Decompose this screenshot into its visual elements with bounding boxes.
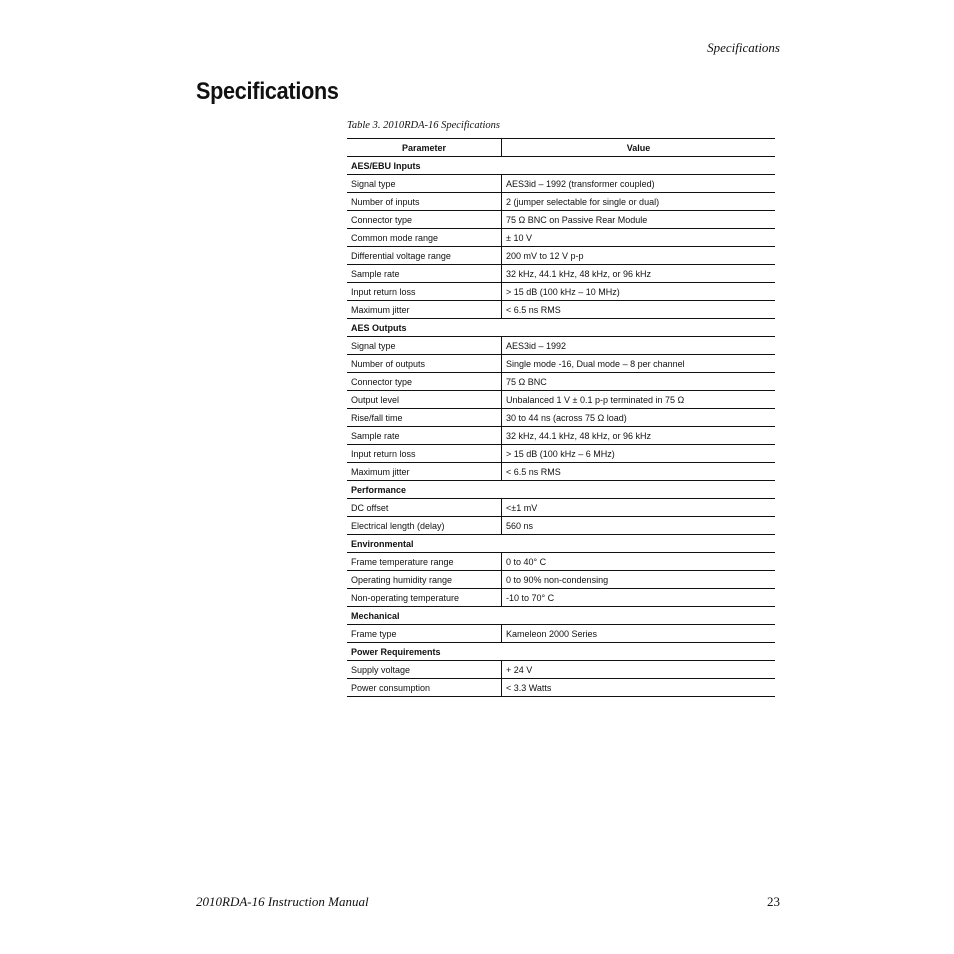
value-cell: < 6.5 ns RMS xyxy=(502,463,776,481)
table-row xyxy=(347,211,775,229)
column-header-parameter: Parameter xyxy=(347,139,502,157)
table-row xyxy=(347,247,775,265)
value-cell: 30 to 44 ns (across 75 Ω load) xyxy=(502,409,776,427)
table-row xyxy=(347,283,775,301)
parameter-cell: Frame temperature range xyxy=(347,553,502,571)
value-cell: AES3id – 1992 (transformer coupled) xyxy=(502,175,776,193)
section-title: Mechanical xyxy=(347,607,775,625)
value-cell: <±1 mV xyxy=(502,499,776,517)
parameter-cell: Rise/fall time xyxy=(347,409,502,427)
value-cell: ± 10 V xyxy=(502,229,776,247)
table-row xyxy=(347,445,775,463)
section-header-row xyxy=(347,481,775,499)
section-title: AES Outputs xyxy=(347,319,775,337)
parameter-cell: Output level xyxy=(347,391,502,409)
specifications-table xyxy=(347,138,775,697)
section-header-row xyxy=(347,157,775,175)
parameter-cell: Number of inputs xyxy=(347,193,502,211)
table-row xyxy=(347,463,775,481)
parameter-cell: Connector type xyxy=(347,373,502,391)
value-cell: > 15 dB (100 kHz – 10 MHz) xyxy=(502,283,776,301)
parameter-cell: Power consumption xyxy=(347,679,502,697)
parameter-cell: Sample rate xyxy=(347,265,502,283)
table-header-row xyxy=(347,139,775,157)
value-cell: 200 mV to 12 V p-p xyxy=(502,247,776,265)
table-row xyxy=(347,175,775,193)
value-cell: < 6.5 ns RMS xyxy=(502,301,776,319)
table-row xyxy=(347,193,775,211)
value-cell: 75 Ω BNC xyxy=(502,373,776,391)
parameter-cell: Differential voltage range xyxy=(347,247,502,265)
section-title: Performance xyxy=(347,481,775,499)
section-header-row xyxy=(347,535,775,553)
page-title: Specifications xyxy=(196,78,339,105)
table-caption: Table 3. 2010RDA-16 Specifications xyxy=(347,120,501,131)
value-cell: > 15 dB (100 kHz – 6 MHz) xyxy=(502,445,776,463)
table-row xyxy=(347,679,775,697)
parameter-cell: Signal type xyxy=(347,175,502,193)
table-row xyxy=(347,337,775,355)
parameter-cell: Supply voltage xyxy=(347,661,502,679)
value-cell: 75 Ω BNC on Passive Rear Module xyxy=(502,211,776,229)
table-row xyxy=(347,391,775,409)
parameter-cell: Maximum jitter xyxy=(347,463,502,481)
section-header-row xyxy=(347,643,775,661)
value-cell: + 24 V xyxy=(502,661,776,679)
value-cell: 0 to 40° C xyxy=(502,553,776,571)
value-cell: 2 (jumper selectable for single or dual) xyxy=(502,193,776,211)
parameter-cell: Maximum jitter xyxy=(347,301,502,319)
parameter-cell: Sample rate xyxy=(347,427,502,445)
value-cell: 560 ns xyxy=(502,517,776,535)
table-row xyxy=(347,355,775,373)
section-header-row xyxy=(347,607,775,625)
running-head: Specifications xyxy=(707,40,780,55)
parameter-cell: Operating humidity range xyxy=(347,571,502,589)
value-cell: 0 to 90% non-condensing xyxy=(502,571,776,589)
section-title: Environmental xyxy=(347,535,775,553)
value-cell: 32 kHz, 44.1 kHz, 48 kHz, or 96 kHz xyxy=(502,265,776,283)
value-cell: 32 kHz, 44.1 kHz, 48 kHz, or 96 kHz xyxy=(502,427,776,445)
parameter-cell: Frame type xyxy=(347,625,502,643)
table-row xyxy=(347,265,775,283)
value-cell: AES3id – 1992 xyxy=(502,337,776,355)
section-header-row xyxy=(347,319,775,337)
table-row xyxy=(347,553,775,571)
section-title: AES/EBU Inputs xyxy=(347,157,775,175)
table-body xyxy=(347,157,775,697)
parameter-cell: Signal type xyxy=(347,337,502,355)
table-row xyxy=(347,625,775,643)
value-cell: Single mode -16, Dual mode – 8 per channel xyxy=(502,355,776,373)
table-row xyxy=(347,229,775,247)
table-row xyxy=(347,409,775,427)
parameter-cell: Electrical length (delay) xyxy=(347,517,502,535)
table-row xyxy=(347,517,775,535)
value-cell: Kameleon 2000 Series xyxy=(502,625,776,643)
parameter-cell: Connector type xyxy=(347,211,502,229)
parameter-cell: Common mode range xyxy=(347,229,502,247)
footer-manual-title: 2010RDA-16 Instruction Manual xyxy=(196,894,369,909)
table-row xyxy=(347,427,775,445)
parameter-cell: Input return loss xyxy=(347,283,502,301)
table-row xyxy=(347,661,775,679)
table-row xyxy=(347,373,775,391)
parameter-cell: DC offset xyxy=(347,499,502,517)
value-cell: Unbalanced 1 V ± 0.1 p-p terminated in 75 Ω xyxy=(502,391,776,409)
value-cell: -10 to 70° C xyxy=(502,589,776,607)
value-cell: < 3.3 Watts xyxy=(502,679,776,697)
table-row xyxy=(347,571,775,589)
parameter-cell: Number of outputs xyxy=(347,355,502,373)
column-header-value: Value xyxy=(502,139,776,157)
parameter-cell: Input return loss xyxy=(347,445,502,463)
table-row xyxy=(347,589,775,607)
section-title: Power Requirements xyxy=(347,643,775,661)
table-row xyxy=(347,499,775,517)
page-number: 23 xyxy=(767,894,780,909)
parameter-cell: Non-operating temperature xyxy=(347,589,502,607)
table-row xyxy=(347,301,775,319)
